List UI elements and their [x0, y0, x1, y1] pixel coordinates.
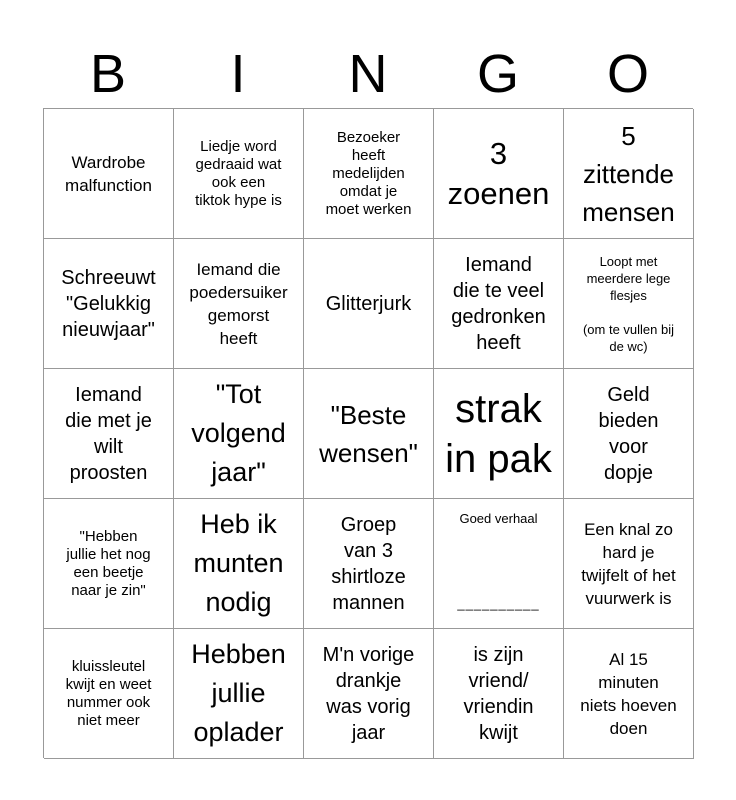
bingo-cell[interactable] [44, 629, 174, 759]
blank-line: __________ [457, 596, 540, 611]
header-letter-i: I [230, 44, 246, 104]
cell-text: Geld bieden voor dopje [598, 383, 659, 484]
cell-text: M'n vorige drankje was vorig jaar [322, 643, 415, 744]
bingo-cell[interactable] [304, 499, 434, 629]
header-letter-b: B [89, 44, 127, 104]
cell-text: Goed verhaal [459, 511, 538, 526]
cell-text: Iemand die te veel gedronken heeft [451, 253, 546, 354]
bingo-header [43, 40, 693, 108]
cell-text: 3 zoenen [447, 135, 550, 211]
bingo-cell[interactable] [174, 629, 304, 759]
bingo-cell[interactable] [44, 499, 174, 629]
cell-text: strak in pak [445, 386, 552, 481]
cell-text: Wardrobe malfunction [65, 152, 152, 195]
bingo-cell[interactable] [174, 499, 304, 629]
cell-text: "Hebben jullie het nog een beetje naar je zin" [66, 527, 151, 599]
cell-text: 5 zittende mensen [582, 120, 675, 227]
cell-text: Bezoeker heeft medelijden omdat je moet werken [325, 128, 412, 218]
bingo-cell[interactable] [434, 239, 564, 369]
bingo-cell[interactable] [434, 629, 564, 759]
bingo-cell[interactable] [304, 629, 434, 759]
bingo-grid [43, 108, 693, 758]
bingo-cell[interactable] [44, 239, 174, 369]
header-letter-g: G [476, 44, 519, 104]
bingo-cell[interactable] [44, 369, 174, 499]
cell-text: Iemand die poedersuiker gemorst heeft [189, 259, 288, 348]
cell-text: "Beste wensen" [319, 399, 418, 468]
header-letter-o: O [606, 44, 649, 104]
bingo-cell[interactable] [304, 109, 434, 239]
bingo-cell[interactable] [564, 369, 694, 499]
cell-text: Een knal zo hard je twijfelt of het vuurwerk is [581, 519, 676, 608]
cell-text: Al 15 minuten niets hoeven doen [580, 649, 677, 738]
bingo-cell[interactable] [564, 109, 694, 239]
header-letter-n: N [348, 44, 388, 104]
bingo-cell[interactable] [304, 239, 434, 369]
cell-text: Liedje word gedraaid wat ook een tiktok hype is [195, 137, 282, 209]
bingo-cell[interactable] [174, 369, 304, 499]
cell-text: Glitterjurk [325, 292, 412, 315]
cell-text: kluissleutel kwijt en weet nummer ook niet meer [65, 657, 152, 729]
bingo-cell[interactable] [174, 239, 304, 369]
cell-text: "Tot volgend jaar" [191, 379, 286, 487]
bingo-cell[interactable] [434, 109, 564, 239]
cell-text: Heb ik munten nodig [193, 509, 284, 617]
bingo-cell[interactable] [564, 239, 694, 369]
bingo-cell[interactable] [44, 109, 174, 239]
cell-text: is zijn vriend/ vriendin kwijt [463, 643, 534, 744]
cell-text: Schreeuwt "Gelukkig nieuwjaar" [61, 266, 156, 341]
cell-text: Iemand die met je wilt proosten [65, 383, 152, 484]
bingo-cell[interactable] [564, 629, 694, 759]
bingo-cell[interactable] [304, 369, 434, 499]
bingo-cell[interactable] [434, 369, 564, 499]
cell-text: Loopt met meerdere lege flesjes (om te vullen bij de wc) [582, 253, 675, 354]
bingo-cell[interactable] [564, 499, 694, 629]
cell-text: Hebben jullie oplader [191, 639, 286, 747]
bingo-cell[interactable] [174, 109, 304, 239]
cell-text: Groep van 3 shirtloze mannen [331, 513, 406, 614]
bingo-cell[interactable] [434, 499, 564, 629]
